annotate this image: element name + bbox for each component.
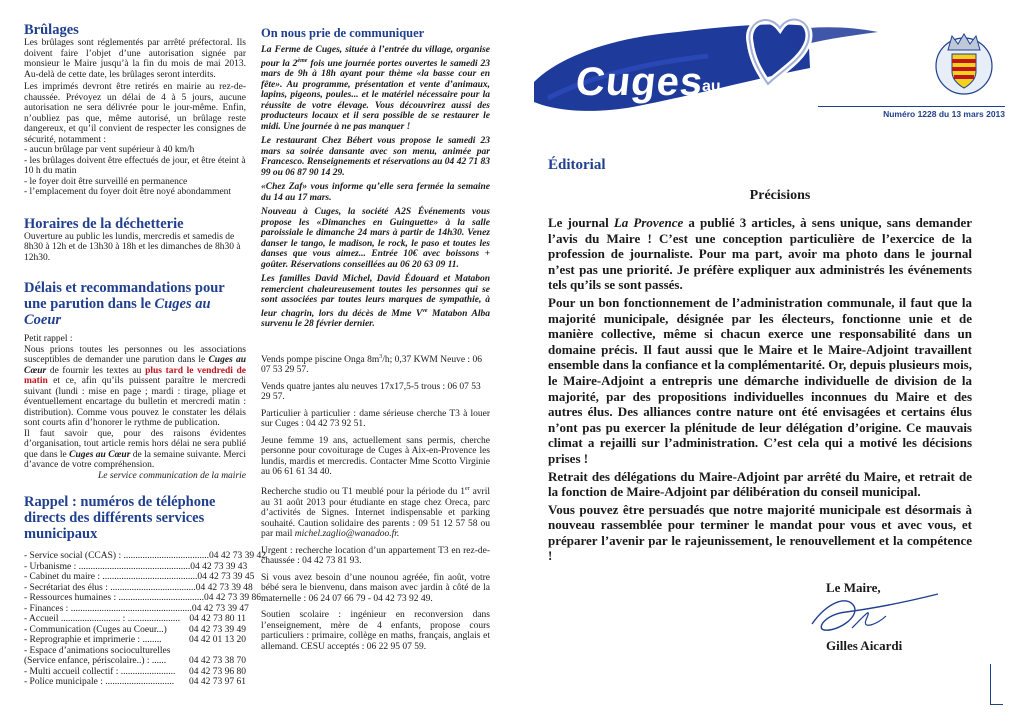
signature-name: Gilles Aicardi bbox=[826, 638, 903, 653]
delais-paragraph: Nous prions toutes les personnes ou les associations susceptibles de demander une parution dans le Cuges au Cœur de fournir les textes au plus tard le vendredi de matin et ce, afin qu’ils puissent paraître le mercredi suivant (lundi : mise en page ; mardi : tirage, pliage et éventuellement encartage du bulletin et mercredi matin : distribution). Comme vous pouvez le constater les délais sont courts afin d’honorer le rythme de publication. bbox=[24, 344, 247, 428]
classified-ad: Recherche studio ou T1 meublé pour la période du 1er avril au 31 août 2013 pour étudiante en stage chez Oreca, parc d’activités de Signes. Internet indispensable et parking souhaité. Caution solidaire des parents : 09 51 12 57 58 ou par mail michel.zaglio@wanadoo.fr. bbox=[261, 485, 490, 540]
phone-service: - Service social (CCAS) : .................................... bbox=[24, 551, 209, 561]
phone-row bbox=[24, 635, 246, 646]
phone-service: - Accueil ......................... : ...................... bbox=[24, 614, 180, 624]
phone-number: 04 42 01 13 20 bbox=[189, 635, 246, 645]
classified-ad: Si vous avez besoin d’une nounou agréée, fin août, votre bébé sera le bienvenu, dans maison avec jardin à côté de la maternelle : 06 24 07 66 79 - 04 42 73 92 49. bbox=[261, 572, 490, 604]
dechetterie-title: Horaires de la déchetterie bbox=[24, 215, 184, 232]
delais-paragraph: Il faut savoir que, pour des raisons évidentes d’organisation, tout article remis hors délai ne sera publié que dans le Cuges au Cœur de la semaine suivante. Merci d’avance de votre compréhension. bbox=[24, 428, 246, 470]
phone-service: - Reprographie et imprimerie : ........ bbox=[24, 635, 162, 645]
phone-number: 04 42 73 96 80 bbox=[189, 666, 246, 677]
phone-list bbox=[24, 551, 266, 688]
phone-row bbox=[24, 677, 246, 688]
familles-announcement: Les familles David Michel, David Édouard et Matabon remercient chaleureusement toutes les personnes qui se sont associées par toutes leurs marques de sympathie, à leur chagrin, lors du décès de Mme $V^{ve}$ Matabon Alba survenu le 28 février dernier. bbox=[261, 274, 490, 330]
delais-title: Délais et recommandations pour une parution dans le Cuges au Coeur bbox=[24, 280, 225, 328]
phone-number: 04 42 73 39 47 bbox=[191, 603, 249, 614]
classified-ad: Soutien scolaire : ingénieur en reconversion dans l’enseignement, mère de 4 enfants, propose cours particuliers : primaire, collège en maths, français, anglais et allemand. CESU acceptés : 06 22 95 07 59. bbox=[261, 610, 490, 652]
phone-service: - Secrétariat des élus : .................................... bbox=[24, 582, 196, 593]
phone-service: - Finances : ................................................... bbox=[24, 603, 192, 614]
phone-number: 04 42 73 38 70 bbox=[189, 656, 246, 666]
editorial-paragraph: Le journal La Provence a publié 3 articles, à sens unique, sans demander l’avis du Maire ! C’est une conception particulière de l’exercice de la profession de journaliste. Pour ma part, avoir ma photo dans le journal n’est pas une priorité. Je préfère expliquer aux administrés les événements tels qu’ils se sont passés. bbox=[548, 215, 972, 293]
phone-row bbox=[24, 656, 246, 667]
delais-intro: Petit rappel : bbox=[24, 334, 73, 344]
editorial-column bbox=[548, 156, 972, 564]
phone-row bbox=[24, 646, 246, 657]
brulages-rule: - l’emplacement du foyer doit être noyé abondamment bbox=[24, 187, 232, 197]
phone-row bbox=[24, 603, 249, 615]
phone-row bbox=[24, 572, 255, 583]
phone-service: (Service enfance, périscolaire..) : ...... bbox=[24, 656, 167, 666]
signature-role: Le Maire, bbox=[826, 580, 881, 595]
phone-service: - Communication (Cuges au Coeur...) bbox=[24, 624, 167, 635]
phone-service: - Cabinet du maire : ........................................ bbox=[24, 572, 198, 582]
classified-ad: Particulier à particulier : dame sérieuse cherche T3 à louer sur Cuges : 04 42 73 92 51. bbox=[261, 408, 490, 430]
communiquer-title: On nous prie de communiquer bbox=[261, 26, 425, 40]
issue-rule bbox=[818, 106, 1005, 107]
classified-ad: Urgent : recherche location d’un appartement T3 en rez-de-chaussée : 04 42 73 81 93. bbox=[261, 545, 490, 567]
phone-row bbox=[24, 667, 246, 678]
phone-service: - Multi accueil collectif : ....................... bbox=[24, 666, 176, 677]
phone-row bbox=[24, 562, 246, 573]
left-column bbox=[24, 0, 266, 688]
issue-number: Numéro 1228 du 13 mars 2013 bbox=[883, 109, 1005, 119]
phone-row bbox=[24, 625, 246, 636]
brulages-rule: - aucun brûlage par vent supérieur à 40 km/h bbox=[24, 145, 195, 155]
dechetterie-text: Ouverture au public les lundis, mercredis et samedis de 8h30 à 12h et de 13h30 à 18h et les dimanches de 8h30 à 12h30. bbox=[24, 231, 241, 263]
phone-number: 04 42 73 39 86 bbox=[203, 593, 261, 603]
phone-service: - Urbanisme : ............................................... bbox=[24, 561, 191, 572]
phone-service: - Police municipale : ............................. bbox=[24, 677, 175, 687]
classified-ad: Vends pompe piscine Onga $8m^3/h$; 0,37 KWM Neuve : 06 07 53 29 57. bbox=[261, 353, 482, 376]
brulages-paragraph: Les imprimés devront être retirés en mairie au rez-de-chaussée. Prévoyez un délai de 4 à 5 jours, aucune autorisation ne sera délivrée pour le jour-même. Enfin, n’oubliez pas que, même autorisé, un brûlage reste dangereux, et qu’il convient de respecter les consignes de sécurité, notamment : bbox=[24, 82, 246, 145]
brulages-rule: - le foyer doit être surveillé en permanence bbox=[24, 176, 188, 187]
corner-mark bbox=[990, 664, 1003, 705]
logo-au: au bbox=[702, 78, 721, 95]
editorial-paragraph: Retrait des délégations du Maire-Adjoint par arrêté du Maire, et retrait de la fonction de Maire-Adjoint par délibération du conseil municipal. bbox=[548, 468, 972, 500]
phone-row bbox=[24, 614, 246, 625]
editorial-subtitle: Précisions bbox=[749, 188, 811, 203]
brulages-rule: - les brûlages doivent être effectués de jour, et être éteint à 10 h du matin bbox=[24, 155, 246, 176]
editorial-paragraph: Vous pouvez être persuadés que notre majorité municipale est désormais à nouveau rassemblée pour terminer le mandat pour vous et avec vous, et préparer l’avenir par le rajeunissement, le renouvellement et la compétence ! bbox=[548, 501, 972, 564]
middle-column bbox=[261, 0, 490, 652]
classified-ad: Jeune femme 19 ans, actuellement sans permis, cherche personne pour covoiturage de Cuges à Aix-en-Provence les lundis, mardis et mercredis. Contacter Mme Scotto Virginie au 06 61 61 34 40. bbox=[261, 435, 490, 478]
phone-service: - Espace d’animations socioculturelles bbox=[24, 645, 171, 656]
brulages-paragraph: Les brûlages sont réglementés par arrêté préfectoral. Ils doivent faire l’objet d’une autorisation signée par monsieur le Maire jusqu’à la fin du mois de mai 2013. Au-delà de cette date, les brûlages seront interdits. bbox=[24, 38, 246, 80]
bebert-announcement: Le restaurant Chez Bébert vous propose le samedi 23 mars sa soirée dansante avec son menu, animée par Francesco. Renseignements et réservations au 04 42 71 83 99 ou 06 87 90 14 29. bbox=[261, 136, 490, 178]
classified-ad: Vends quatre jantes alu neuves 17x17,5-5 trous : 06 07 53 29 57. bbox=[261, 381, 481, 403]
phone-row bbox=[24, 551, 266, 562]
phone-service: - Ressources humaines : .................................... bbox=[24, 593, 204, 603]
brulages-title: Brûlages bbox=[24, 22, 79, 38]
phone-number: 04 42 73 39 48 bbox=[195, 582, 253, 593]
delais-signature: Le service communication de la mairie bbox=[97, 470, 246, 481]
phone-number: 04 42 73 39 49 bbox=[189, 624, 246, 635]
phone-number: 04 42 73 39 43 bbox=[190, 561, 248, 572]
handwritten-signature bbox=[806, 584, 946, 644]
phone-number: 04 42 73 39 45 bbox=[197, 572, 255, 582]
zaf-announcement: «Chez Zaf» vous informe qu’elle sera fermée la semaine du 14 au 17 mars. bbox=[261, 182, 490, 203]
editorial-paragraph: Pour un bon fonctionnement de l’administration communale, il faut que la majorité municipale, désignée par les électeurs, fonctionne unie et de manière collective, même si chacun exerce une responsabilité dans un domaine précis. Il faut aussi que le Maire et le Maire-Adjoint travaillent ensemble dans la confiance et la complémentarité. Or, depuis plusieurs mois, le Maire-Adjoint a entrepris une démarche individuelle de division de la majorité, par des propositions individuelles inconnues du Maire et des autres élus. Des alliances contre nature ont été envisagées et certains élus n’ont pas pu exercer la plénitude de leur délégation d’origine. Ce mauvais climat a rejailli sur l’administration. C’est cela qui a motivé les décisions prises ! bbox=[548, 294, 972, 466]
ferme-announcement: La Ferme de Cuges, située à l’entrée du village, organise pour la 2ème fois une journée portes ouvertes le samedi 23 mars de 9h à 18h ayant pour thème «la basse cour en fête». Au programme, présentation et vente d’animaux, lapins, pigeons, poules... et le matériel nécessaire pour la réussite de votre élevage. Vous découvrirez aussi des producteurs locaux et il sera possible de se restaurer le midi. Une journée à ne pas manquer ! bbox=[261, 45, 490, 132]
editorial-title: Éditorial bbox=[548, 157, 606, 173]
phone-number: 04 42 73 80 11 bbox=[189, 614, 246, 624]
rappel-title: Rappel : numéros de téléphone directs des différents services municipaux bbox=[24, 494, 216, 542]
phone-row bbox=[24, 582, 253, 594]
phone-number: 04 42 73 97 61 bbox=[189, 677, 246, 687]
a2s-announcement: Nouveau à Cuges, la société A2S Événements vous propose les «Dimanches en Guinguette» à la salle paroissiale le dimanche 24 mars à partir de 14h30. Venez danser le tango, le madison, le rock, le paso et toutes les danses que vous aimez... Entrée 10€ avec boissons + goûter. Réservations conseillées au 06 20 63 09 11. bbox=[261, 207, 490, 270]
logo-word: Cuges bbox=[573, 60, 706, 104]
coat-of-arms-emblem bbox=[932, 26, 996, 100]
phone-number: 04 42 73 39 42 bbox=[208, 551, 266, 561]
phone-row bbox=[24, 593, 261, 604]
